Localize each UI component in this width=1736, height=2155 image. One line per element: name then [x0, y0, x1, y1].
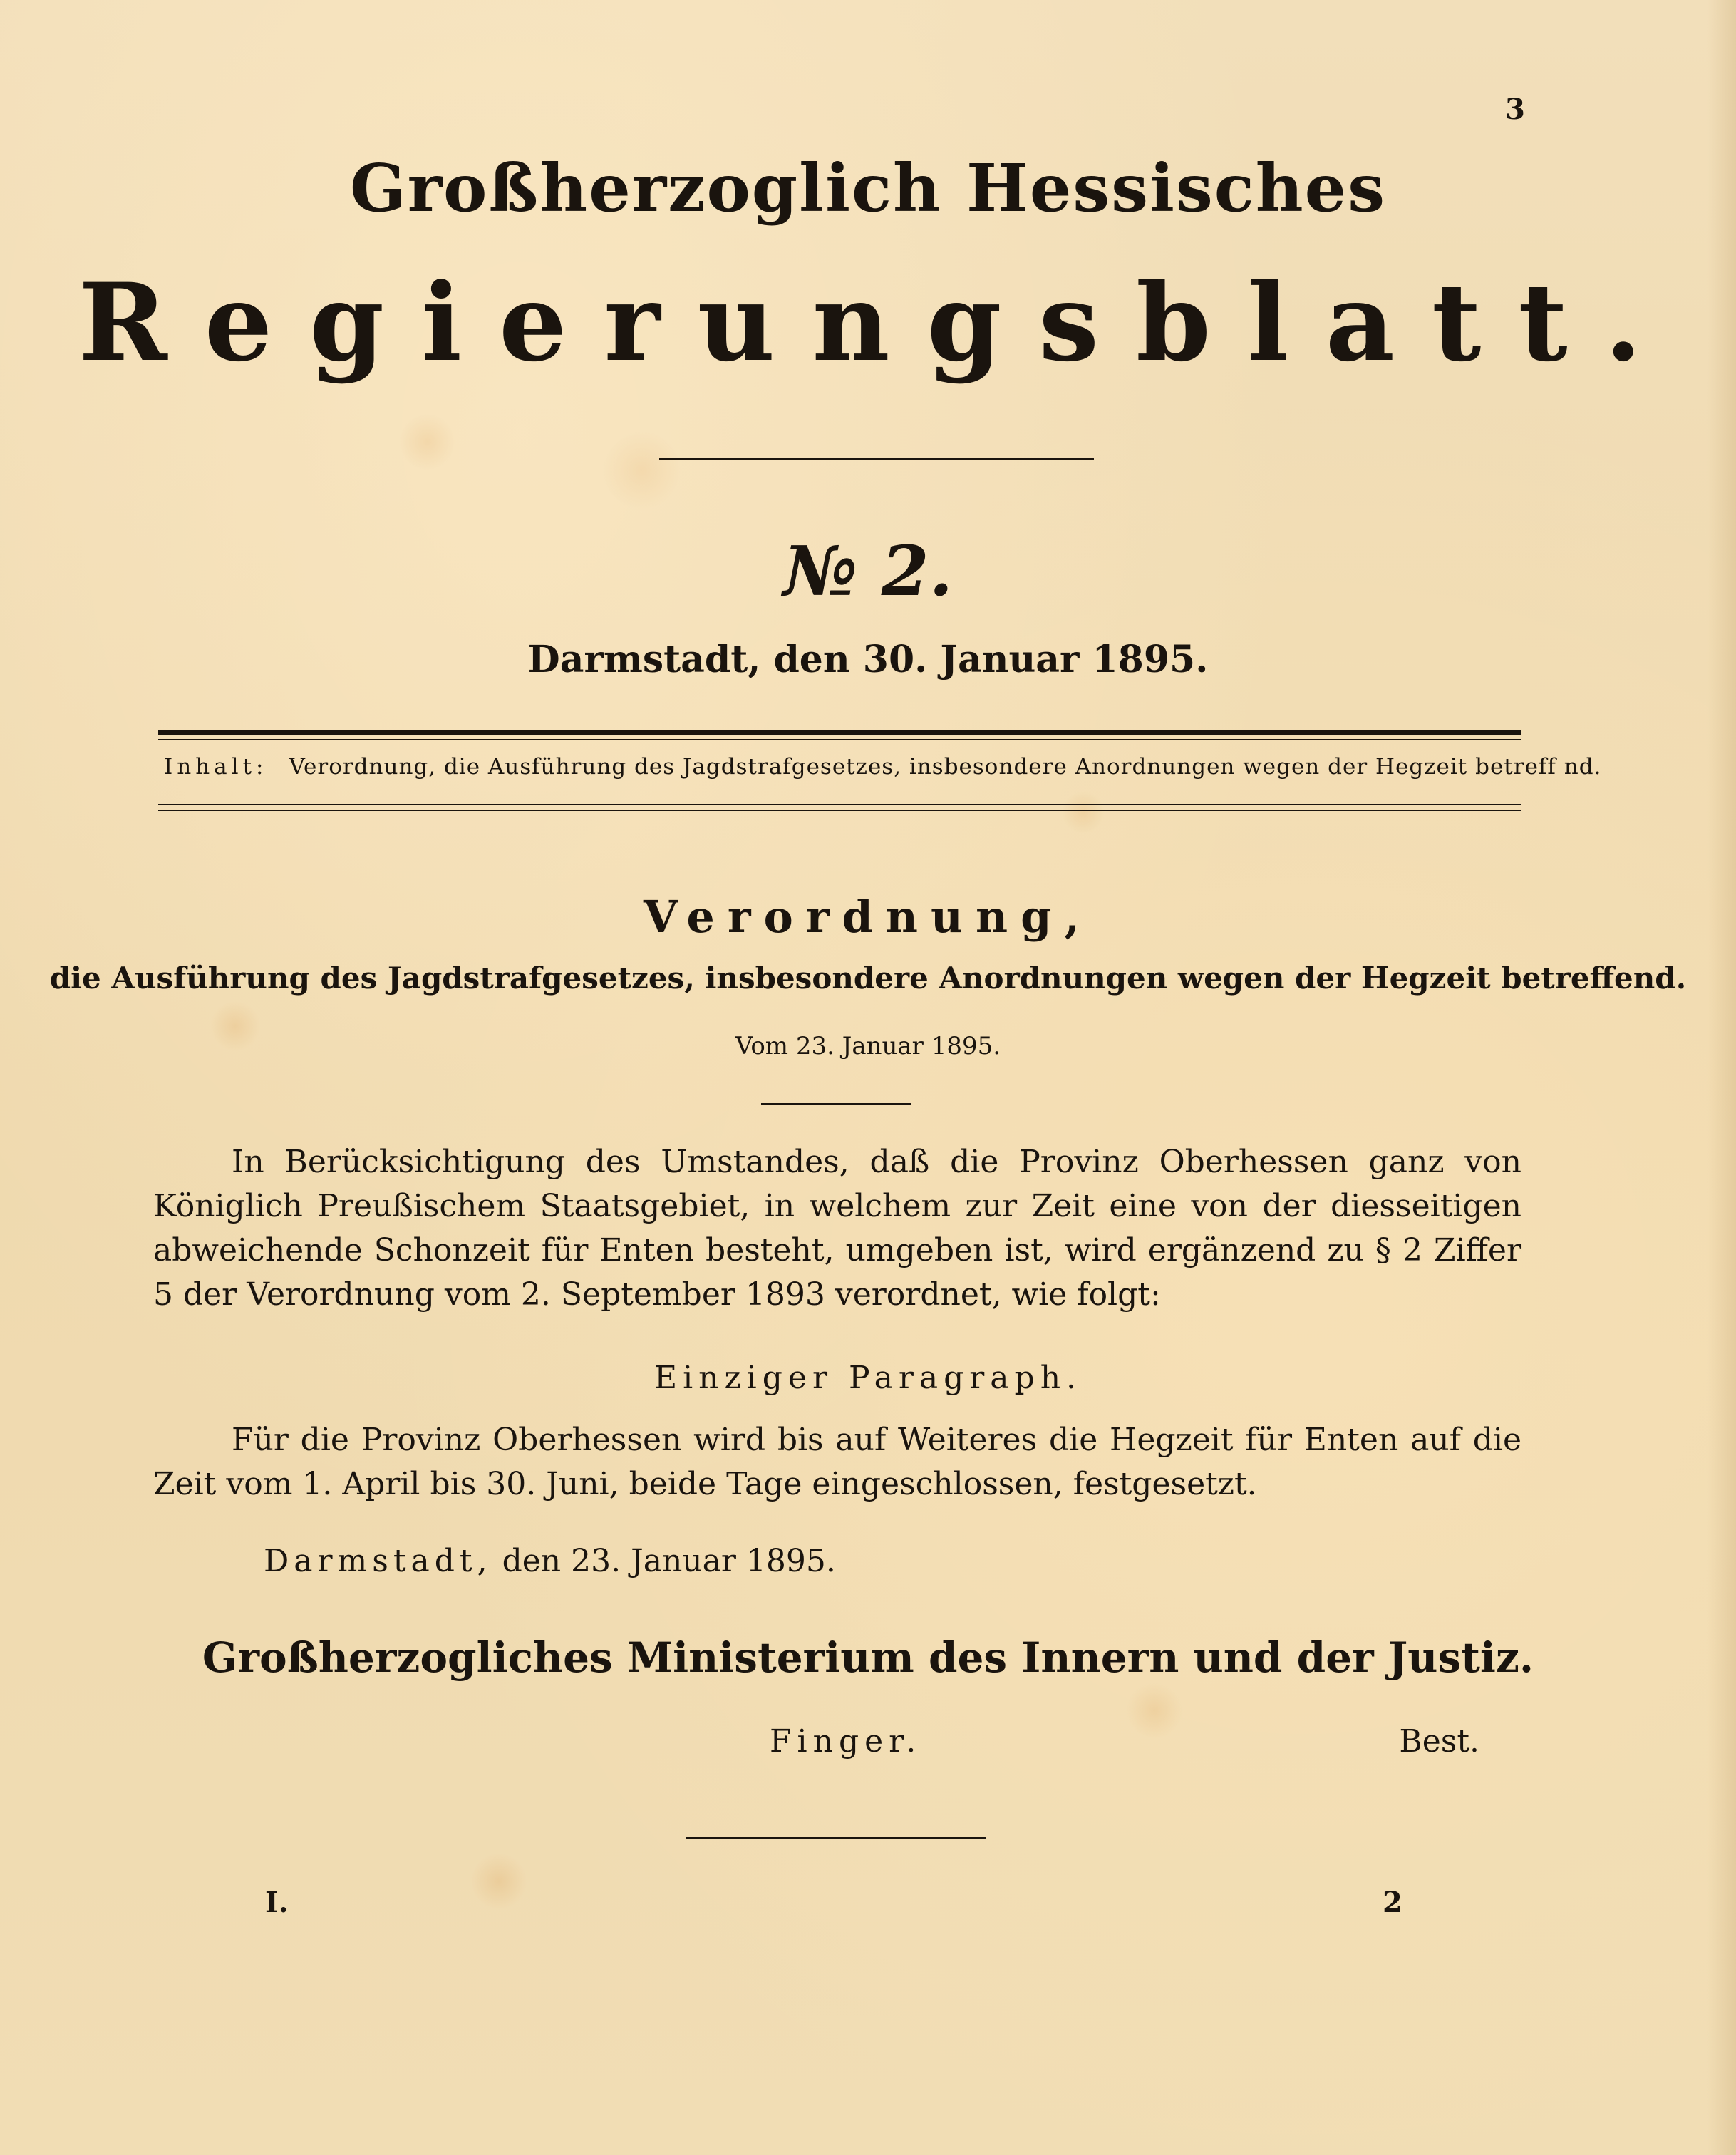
contents-bottom-rule-1 — [158, 804, 1521, 805]
ordinance-paragraph-1 — [153, 1140, 1521, 1317]
contents-top-rule-thick — [158, 730, 1521, 735]
ordinance-date: Vom 23. Januar 1895. — [735, 1032, 1001, 1060]
page-number: 3 — [1505, 93, 1525, 126]
issue-number: № 2. — [783, 531, 953, 611]
issue-place-date: Darmstadt, den 30. Januar 1895. — [527, 638, 1209, 681]
footer-signature-number: 2 — [1383, 1886, 1402, 1919]
ordinance-divider — [761, 1103, 911, 1105]
section-heading: Einziger Paragraph. — [653, 1360, 1083, 1396]
ordinance-title: Verordnung, — [643, 891, 1093, 943]
contents-text: Verordnung, die Ausführung des Jagdstrafgesetzes, insbesondere Anordnungen wegen der Hegzeit betreff nd. — [289, 754, 1602, 780]
ministry-name: Großherzogliches Ministerium des Innern und der Justiz. — [202, 1633, 1534, 1682]
ordinance-paragraph-2 — [153, 1418, 1521, 1507]
contents-bottom-rule-2 — [158, 810, 1521, 811]
closing-place: Darmstadt, — [264, 1543, 492, 1579]
paragraph-2-text: Für die Provinz Oberhessen wird bis auf Weiteres die Hegzeit für Enten auf die Zeit vom 1. April bis 30. Juni, beide Tage eingeschlossen, festgesetzt. — [153, 1422, 1521, 1502]
contents-line — [164, 754, 1602, 780]
ordinance-subtitle: die Ausführung des Jagdstrafgesetzes, insbesondere Anordnungen wegen der Hegzeit betreffend. — [49, 961, 1687, 996]
signature-finger: Finger. — [770, 1723, 922, 1759]
closing-date: den 23. Januar 1895. — [502, 1543, 836, 1579]
contents-top-rule-thin — [158, 739, 1521, 740]
footer-divider — [686, 1837, 986, 1839]
paragraph-1-text: In Berücksichtigung des Umstandes, daß die Provinz Oberhessen ganz von Königlich Preußischem Staatsgebiet, in welchem zur Zeit eine von der diesseitigen abweichende Schonzeit für Enten besteht, umgeben ist, wird ergänzend zu § 2 Ziffer 5 der Verordnung vom 2. September 1893 verordnet, wie folgt: — [153, 1144, 1521, 1313]
masthead-title-line1: Großherzoglich Hessisches — [350, 150, 1386, 227]
signature-best: Best. — [1399, 1723, 1479, 1759]
footer-sheet-mark: I. — [265, 1886, 289, 1919]
closing-place-date — [264, 1543, 836, 1579]
contents-label: Inhalt: — [164, 754, 268, 780]
masthead-title-line2: Regierungsblatt. — [78, 260, 1679, 386]
masthead-divider — [659, 458, 1094, 460]
